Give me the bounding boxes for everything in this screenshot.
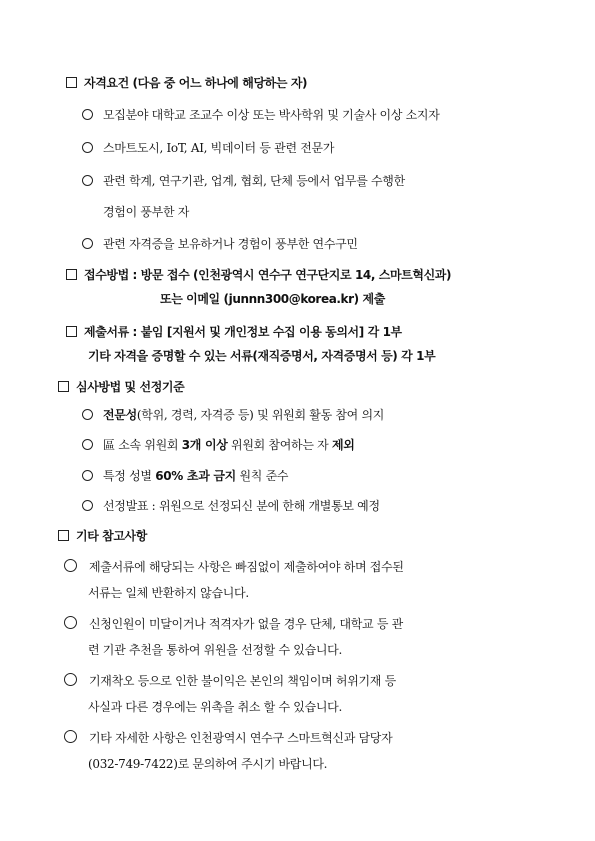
- review-item: 특정 성별 60% 초과 금지 원칙 준수: [82, 467, 288, 484]
- bullet-circle-icon: [64, 673, 77, 686]
- review-heading: 심사방법 및 선정기준: [58, 378, 184, 395]
- qualification-item: 스마트도시, IoT, AI, 빅데이터 등 관련 전문가: [82, 139, 334, 156]
- bullet-circle-icon: [82, 142, 93, 153]
- review-item: 區 소속 위원회 3개 이상 위원회 참여하는 자 제외: [82, 436, 355, 453]
- bullet-circle-icon: [64, 616, 77, 629]
- notes-item: 기타 자세한 사항은 인천광역시 연수구 스마트혁신과 담당자: [64, 729, 392, 746]
- bullet-circle-icon: [82, 109, 93, 120]
- notes-item: 제출서류에 해당되는 사항은 빠짐없이 제출하여야 하며 접수된: [64, 558, 404, 575]
- submission-documents: 제출서류 : 붙임 [지원서 및 개인정보 수집 이용 동의서] 각 1부: [66, 323, 402, 340]
- notes-item: 기재착오 등으로 인한 불이익은 본인의 책임이며 허위기재 등: [64, 672, 396, 689]
- bullet-circle-icon: [82, 175, 93, 186]
- checkbox-square-icon: [58, 530, 69, 541]
- checkbox-square-icon: [66, 326, 77, 337]
- qualification-item: 관련 자격증을 보유하거나 경험이 풍부한 연수구민: [82, 235, 358, 252]
- qualification-heading: 자격요건 (다음 중 어느 하나에 해당하는 자): [66, 74, 307, 91]
- bullet-circle-icon: [82, 238, 93, 249]
- notes-item: 신청인원이 미달이거나 적격자가 없을 경우 단체, 대학교 등 관: [64, 615, 403, 632]
- notes-item-continuation: 사실과 다른 경우에는 위촉을 취소 할 수 있습니다.: [88, 700, 342, 714]
- submission-method-continuation: 또는 이메일 (junnn300@korea.kr) 제출: [160, 292, 385, 306]
- bullet-circle-icon: [82, 409, 93, 420]
- notes-item-continuation: 련 기관 추천을 통하여 위원을 선정할 수 있습니다.: [88, 643, 342, 657]
- checkbox-square-icon: [58, 381, 69, 392]
- bullet-circle-icon: [82, 500, 93, 511]
- checkbox-square-icon: [66, 77, 77, 88]
- review-item: 전문성(학위, 경력, 자격증 등) 및 위원회 활동 참여 의지: [82, 406, 384, 423]
- submission-documents-continuation: 기타 자격을 증명할 수 있는 서류(재직증명서, 자격증명서 등) 각 1부: [88, 349, 436, 363]
- notes-item-continuation: 서류는 일체 반환하지 않습니다.: [88, 586, 249, 600]
- bullet-circle-icon: [82, 470, 93, 481]
- bullet-circle-icon: [64, 730, 77, 743]
- notes-heading: 기타 참고사항: [58, 527, 147, 544]
- qualification-item-continuation: 경험이 풍부한 자: [103, 205, 190, 219]
- notes-item-continuation: (032-749-7422)로 문의하여 주시기 바랍니다.: [88, 757, 328, 771]
- bullet-circle-icon: [64, 559, 77, 572]
- bullet-circle-icon: [82, 439, 93, 450]
- qualification-item: 모집분야 대학교 조교수 이상 또는 박사학위 및 기술사 이상 소지자: [82, 106, 440, 123]
- checkbox-square-icon: [66, 269, 77, 280]
- qualification-item: 관련 학계, 연구기관, 업계, 협회, 단체 등에서 업무를 수행한: [82, 172, 405, 189]
- review-item: 선정발표 : 위원으로 선정되신 분에 한해 개별통보 예정: [82, 497, 380, 514]
- submission-method: 접수방법 : 방문 접수 (인천광역시 연수구 연구단지로 14, 스마트혁신과): [66, 266, 451, 283]
